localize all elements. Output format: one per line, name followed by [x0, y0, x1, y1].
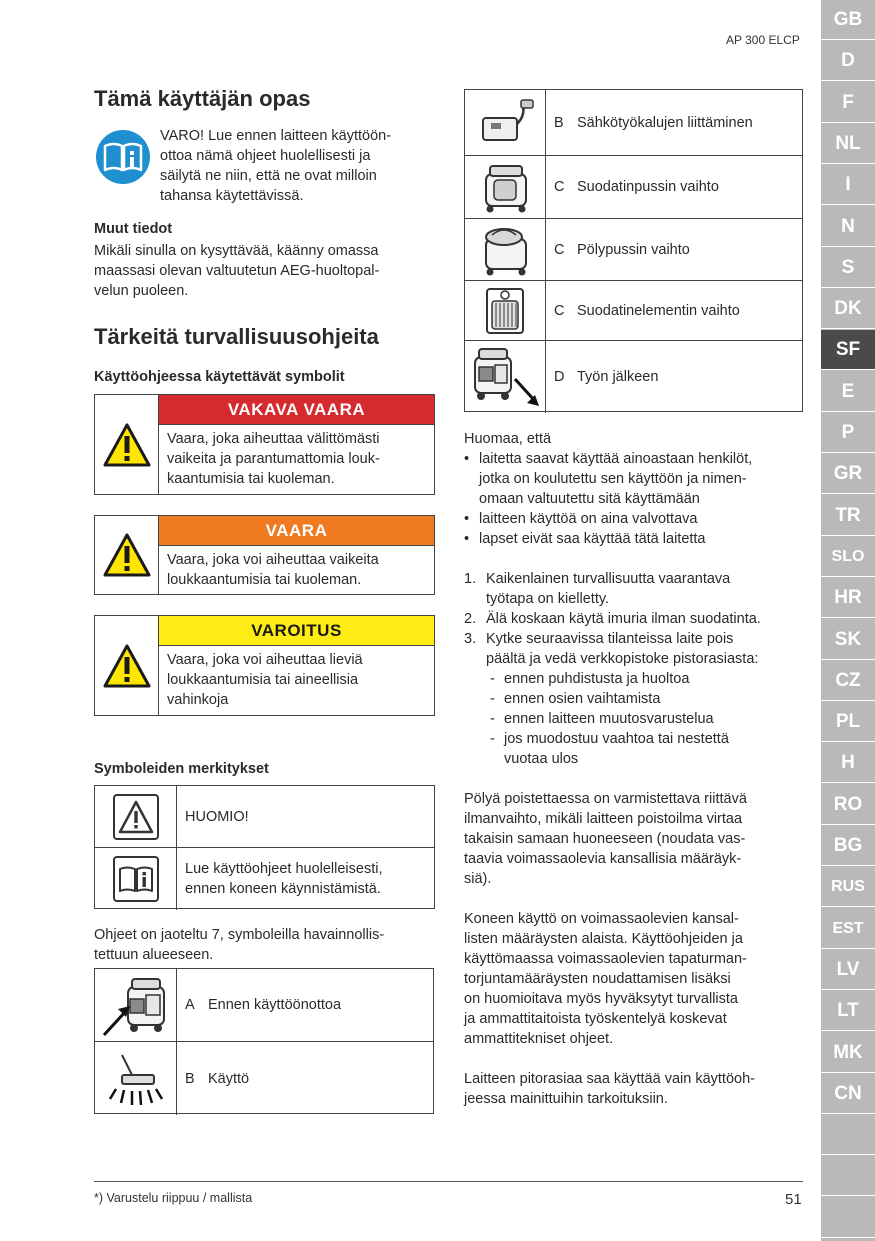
language-tab-bg[interactable]: BG [821, 826, 875, 866]
sections-intro: Ohjeet on jaoteltu 7, symboleilla havainnollis- tettuun alueeseen. [94, 927, 385, 963]
section-label: C Suodatinpussin vaihto [554, 179, 719, 195]
filter-element-icon [465, 281, 546, 340]
socket-paragraph: Laitteen pitorasiaa saa käyttää vain käyttöoh- jeessa mainittuihin tarkoituksiin. [464, 1071, 755, 1107]
footer-note: *) Varustelu riippuu / mallista [94, 1191, 253, 1205]
footer-divider [94, 1181, 803, 1182]
language-tab-lv[interactable]: LV [821, 950, 875, 990]
language-tab-empty[interactable] [821, 1115, 875, 1155]
language-tab-ro[interactable]: RO [821, 785, 875, 825]
table-row [465, 156, 802, 219]
vacuum-arrow-in-icon [95, 969, 177, 1041]
language-tab-sf[interactable]: SF [821, 330, 875, 370]
language-tab-pl[interactable]: PL [821, 702, 875, 742]
table-row [465, 281, 802, 341]
safety-title: Tärkeitä turvallisuusohjeita [94, 324, 379, 349]
list-item: - jos muodostuu vaahtoa tai nestettä vuotaa ulos [464, 729, 809, 769]
language-tab-p[interactable]: P [821, 413, 875, 453]
list-item: • lapset eivät saa käyttää tätä laitetta [464, 529, 809, 549]
language-tab-f[interactable]: F [821, 83, 875, 123]
list-item: 1. Kaikenlainen turvallisuutta vaarantava työtapa on kielletty. [464, 571, 731, 607]
warning-description: Vaara, joka voi aiheuttaa vaikeita loukkaantumisia tai kuoleman. [167, 552, 379, 588]
language-tab-gb[interactable]: GB [821, 0, 875, 40]
caution-triangle-icon [95, 786, 177, 847]
meaning-text: Lue käyttöohjeet huolelleisesti, ennen koneen käynnistämistä. [185, 861, 383, 897]
language-tab-hr[interactable]: HR [821, 578, 875, 618]
note-block [464, 429, 809, 549]
read-manual-icon [95, 848, 177, 910]
table-row [465, 90, 802, 156]
language-tab-slo[interactable]: SLO [821, 537, 875, 577]
section-label: C Suodatinelementin vaihto [554, 302, 740, 319]
language-tab-empty[interactable] [821, 1156, 875, 1196]
warning-triangle-icon [95, 395, 159, 494]
dust-bag-vacuum-icon [465, 219, 546, 280]
list-item: 3. Kytke seuraavissa tilanteissa laite pois päältä ja vedä verkkopistoke pistorasiasta: [464, 631, 759, 667]
table-row [95, 969, 433, 1042]
sections-table-left [94, 968, 434, 1114]
list-item: - ennen osien vaihtamista [464, 689, 809, 709]
table-row [95, 1042, 433, 1115]
language-tab-nl[interactable]: NL [821, 124, 875, 164]
meaning-text: HUOMIO! [185, 808, 249, 825]
section-label: D Työn jälkeen [554, 369, 659, 385]
language-tab-gr[interactable]: GR [821, 454, 875, 494]
model-name: AP 300 ELCP [726, 33, 800, 47]
more-info-heading: Muut tiedot [94, 221, 173, 237]
language-tab-i[interactable]: I [821, 165, 875, 205]
language-tab-cz[interactable]: CZ [821, 661, 875, 701]
warning-label: VAKAVA VAARA [159, 395, 434, 425]
table-row [465, 341, 802, 413]
warning-label: VAARA [159, 516, 434, 546]
numbered-rules [464, 569, 809, 769]
language-tab-empty[interactable] [821, 1198, 875, 1238]
regulations-paragraph: Koneen käyttö on voimassaolevien kansal- listen määräysten alaista. Käyttöohjeiden ja käyttömaassa voimassaolevien tapaturman- torjuntamääräysten noudattamisen lisäksi on huomioitava myös hyväksytyt turvallista ja ammattitaitoista työskentelyä koskevat ammattitekniset ohjeet. [464, 911, 747, 1047]
language-tab-n[interactable]: N [821, 207, 875, 247]
language-tab-cn[interactable]: CN [821, 1074, 875, 1114]
warning-box-serious-danger [94, 394, 435, 495]
symbols-heading: Käyttöohjeessa käytettävät symbolit [94, 369, 345, 385]
section-label: B Käyttö [185, 1070, 250, 1087]
power-tool-plug-icon [465, 90, 546, 155]
section-label: A Ennen käyttöönottoa [185, 997, 342, 1013]
ventilation-paragraph: Pölyä poistettaessa on varmistettava riittävä ilmanvaihto, mikäli laitteen poistoilma virtaa takaisin samaan huoneeseen (noudata vas- taavia voimassaolevia kansallisia määräyk- siä). [464, 791, 747, 887]
language-tab-h[interactable]: H [821, 743, 875, 783]
floor-nozzle-icon [95, 1042, 177, 1115]
warning-box-caution [94, 615, 435, 716]
warning-label: VAROITUS [159, 616, 434, 646]
notice-text: VARO! Lue ennen laitteen käyttöön- ottoa nämä ohjeet huolellisesti ja säilytä ne niin, että ne ovat milloin tahansa käytettävissä. [160, 128, 392, 204]
info-manual-icon [95, 129, 151, 185]
vacuum-arrow-out-icon [465, 341, 546, 413]
language-tab-tr[interactable]: TR [821, 496, 875, 536]
manual-title: Tämä käyttäjän opas [94, 86, 311, 111]
language-tab-est[interactable]: EST [821, 909, 875, 949]
language-tab-sk[interactable]: SK [821, 620, 875, 660]
list-item: - ennen puhdistusta ja huoltoa [464, 669, 809, 689]
sections-table-right [464, 89, 803, 412]
note-bullets [464, 449, 809, 549]
symbol-meaning-table [94, 785, 435, 909]
dash-list [464, 669, 809, 769]
language-tab-rus[interactable]: RUS [821, 867, 875, 907]
warning-triangle-icon [95, 516, 159, 594]
language-tab-s[interactable]: S [821, 248, 875, 288]
section-label: B Sähkötyökalujen liittäminen [554, 114, 753, 131]
list-item: • laitteen käyttöä on aina valvottava [464, 509, 809, 529]
warning-description: Vaara, joka voi aiheuttaa lieviä loukkaantumisia tai aineellisia vahinkoja [167, 652, 363, 708]
language-tab-e[interactable]: E [821, 372, 875, 412]
table-row [95, 848, 434, 910]
warning-box-danger [94, 515, 435, 595]
language-tab-lt[interactable]: LT [821, 991, 875, 1031]
language-tab-mk[interactable]: MK [821, 1033, 875, 1073]
filter-bag-vacuum-icon [465, 156, 546, 218]
note-intro: Huomaa, että [464, 431, 552, 447]
list-item: 2. Älä koskaan käytä imuria ilman suodatinta. [464, 611, 761, 627]
language-sidebar [821, 0, 875, 1241]
language-tab-dk[interactable]: DK [821, 289, 875, 329]
warning-triangle-icon [95, 616, 159, 715]
page-number: 51 [785, 1191, 802, 1208]
meaning-heading: Symboleiden merkitykset [94, 761, 269, 777]
more-info-text: Mikäli sinulla on kysyttävää, käänny omassa maassasi olevan valtuutetun AEG-huoltopal- velun puoleen. [94, 243, 380, 299]
table-row [465, 219, 802, 281]
list-item: - ennen laitteen muutosvarustelua [464, 709, 809, 729]
table-row [95, 786, 434, 848]
language-tab-d[interactable]: D [821, 41, 875, 81]
warning-description: Vaara, joka aiheuttaa välittömästi vaikeita ja parantumattomia louk- kaantumisia tai kuoleman. [167, 431, 380, 487]
list-item: • laitetta saavat käyttää ainoastaan henkilöt, jotka on koulutettu sen käyttöön ja nimen- omaan valtuutettu sitä käyttämään [464, 449, 809, 509]
section-label: C Pölypussin vaihto [554, 241, 690, 258]
